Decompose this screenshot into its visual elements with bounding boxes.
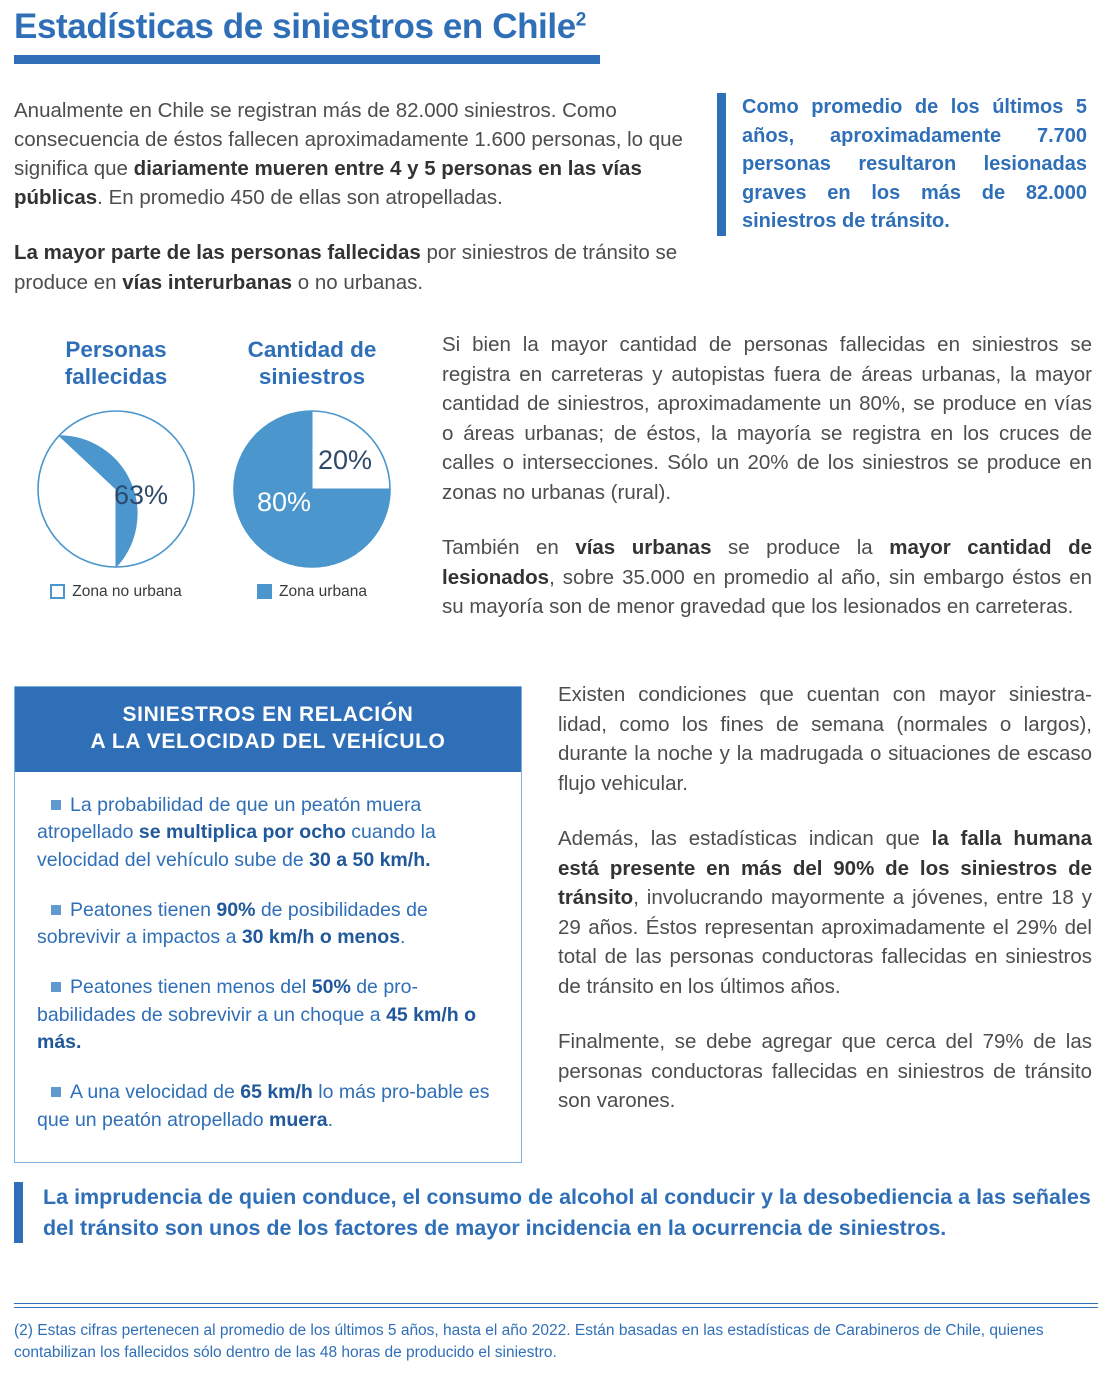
speed-item2-bold-b: 90% [216,898,256,921]
pie-1-label-urbana: 37% [50,509,106,540]
body-right-p2-bold-d: mayor cantidad de lesionados [442,536,1093,589]
bullet-square-icon [51,905,61,915]
speed-item4-part-a: A una velocidad de [70,1081,241,1104]
speed-relation-box [14,686,522,1163]
bullet-square-icon [51,982,61,992]
intro-text-block [14,96,700,323]
legend-item-no-urbana [18,583,214,601]
bullet-square-icon [51,800,61,810]
legend-item-urbana [214,583,410,601]
intro-p2-bold-c: vías interurbanas [122,270,293,294]
legend-label-no-urbana: Zona no urbana [72,582,182,600]
pie-2-label-no-urbana: 20% [317,444,373,475]
speed-item3-bold-d: 45 km/h o más. [37,1003,477,1054]
speed-item4-bold-b: 65 km/h [240,1081,313,1104]
body-right2-p2-part-a: Además, las estadísticas indican que [558,827,932,851]
speed-item4-part-e: . [327,1108,333,1131]
speed-item3-part-c: de pro-babilidades de sobrevivir a un choque a [37,976,418,1026]
speed-box-header-line1: SINIESTROS EN RELACIÓN [122,703,414,726]
body-right2-paragraph-3: Finalmente, se debe agregar que cerca del 79% de las personas conductoras fallecidas en siniestros de tránsito son varones. [558,1030,1092,1113]
body-right2-paragraph-1: Existen condiciones que cuentan con mayor siniestra-lidad, como los fines de semana (normales o largos), durante la noche y la madrugada o situaciones de escaso flujo vehicular. [558,683,1092,795]
speed-item1-part-a: La probabilidad de que un peatón muera atropellado [37,793,422,844]
chart-titles-row [18,336,418,391]
callout-top-text: Como promedio de los últimos 5 años, aproximadamente 7.700 personas resultaron lesionadas graves en los más de 82.000 siniestros de tránsito. [742,96,1087,233]
intro-p1-bold: diariamente mueren entre 4 y 5 personas en las vías públicas [14,157,642,210]
pie-2-label-urbana: 80% [256,486,312,517]
speed-item2-part-e: . [400,926,406,949]
speed-item1-bold-b: se multiplica por ocho [138,821,346,844]
intro-p1-part-a: Anualmente en Chile se registran más de 82.000 siniestros. Como consecuencia de éstos fallecen aproximadamente 1.600 personas, lo que significa que [14,99,683,181]
speed-item3-bold-b: 50% [311,976,351,999]
pie-chart-2-svg [232,409,392,569]
legend-swatch-no-urbana-icon [50,584,65,599]
intro-p1-part-c: . En promedio 450 de ellas son atropelladas. [97,186,503,210]
callout-top [717,93,1087,236]
chart-2-title-line2: siniestros [258,364,366,390]
body-right-paragraph-2 [442,533,1092,622]
body-right2-p2-bold-b: la falla humana está presente en más del 90% de los siniestros de tránsito [558,827,1092,910]
body-right2-p2-part-c: , involucrando mayormente a jóvenes, entre 18 y 29 años. Éstos representan aproximadamente el 29% del total de las personas conductoras fallecidas en siniestros de tránsito en los últimos años. [558,886,1092,998]
callout-bottom-accent-bar [14,1182,23,1243]
speed-box-item-4 [37,1079,499,1134]
speed-item1-part-c: cuando la velocidad del vehículo sube de [37,821,436,871]
speed-item3-part-a: Peatones tienen menos del [70,976,312,999]
speed-box-item-3 [37,974,499,1057]
chart-2-title-line1: Cantidad de [247,337,377,362]
chart-2-title [214,336,410,391]
speed-item4-part-c: lo más pro-bable es que un peatón atropellado [37,1081,490,1131]
pie-charts-row [18,409,418,569]
footnote-divider-rule [14,1303,1098,1308]
footnote-text: (2) Estas cifras pertenecen al promedio de los últimos 5 años, hasta el año 2022. Están basadas en las estadísticas de Carabineros de Chile, quienes contabilizan los fallecidos sólo dentro de las 48 horas de producido el siniestro. [14,1322,1044,1362]
body-right-p2-part-e: , sobre 35.000 en promedio al año, sin embargo éstos en su mayoría son de menor gravedad que los lesionados en carreteras. [442,565,1092,619]
intro-paragraph-2 [14,238,700,296]
intro-p2-bold-a: La mayor parte de las personas fallecidas [14,241,421,265]
body-text-right-upper [442,330,1092,648]
speed-box-body [15,772,521,1163]
pie-chart-1 [18,409,214,569]
body-right-p2-bold-b: vías urbanas [575,536,712,560]
page-title-text: Estadísticas de siniestros en Chile [14,7,576,46]
page-header [14,8,1098,64]
chart-1-title [18,336,214,391]
callout-top-accent-bar [717,93,726,236]
chart-2-title-col [214,336,410,391]
chart-1-title-col [18,336,214,391]
speed-item1-bold-d: 30 a 50 km/h. [309,848,431,871]
body-right-p2-part-c: se produce la [711,536,890,560]
speed-item2-bold-d: 30 km/h o menos [241,926,401,949]
legend-label-urbana: Zona urbana [279,582,367,600]
chart-1-title-line1: Personas [65,337,167,362]
legend-swatch-urbana-icon [257,584,272,599]
intro-p2-part-b: por siniestros de tránsito se produce en [14,241,678,294]
pie-1-label-no-urbana: 63% [113,479,169,510]
pie-chart-1-svg [36,409,196,569]
speed-item2-part-c: de posibilidades de sobrevivir a impactos a [37,898,428,949]
bullet-square-icon [51,1087,61,1097]
chart-1-title-line2: fallecidas [64,364,168,390]
body-right-paragraph-1: Si bien la mayor cantidad de personas fallecidas en siniestros se registra en carreteras y autopistas fuera de áreas urbanas, la mayor cantidad de siniestros, aproximadamente un 80%, se produce en vías o áreas urbanas; de éstos, la mayoría se registra en los cruces de calles o intersecciones. Sólo un 20% de los siniestros se produce en zonas no urbanas (rural). [442,333,1092,504]
page-title [14,8,1098,47]
speed-box-item-1 [37,792,499,875]
pie-chart-2 [214,409,410,569]
speed-item2-part-a: Peatones tienen [70,898,217,921]
pie-charts-legend [18,583,418,601]
pie-charts-section [18,336,418,601]
callout-bottom [14,1182,1098,1243]
intro-p2-part-d: o no urbanas. [292,270,424,294]
page-title-superscript: 2 [575,9,586,31]
body-right2-paragraph-2 [558,824,1092,1001]
speed-box-item-2 [37,897,499,952]
speed-box-header-line2: A LA VELOCIDAD DEL VEHÍCULO [90,730,446,754]
intro-paragraph-1 [14,96,700,212]
callout-bottom-text: La imprudencia de quien conduce, el consumo de alcohol al conducir y la desobediencia a las señales del tránsito son unos de los factores de mayor incidencia en la ocurrencia de siniestros. [43,1185,1091,1240]
speed-box-header [15,687,521,772]
body-right-p2-part-a: También en [442,536,576,560]
title-underline-rule [14,55,600,64]
body-text-right-lower [558,680,1092,1142]
speed-item4-bold-d: muera [269,1108,328,1131]
